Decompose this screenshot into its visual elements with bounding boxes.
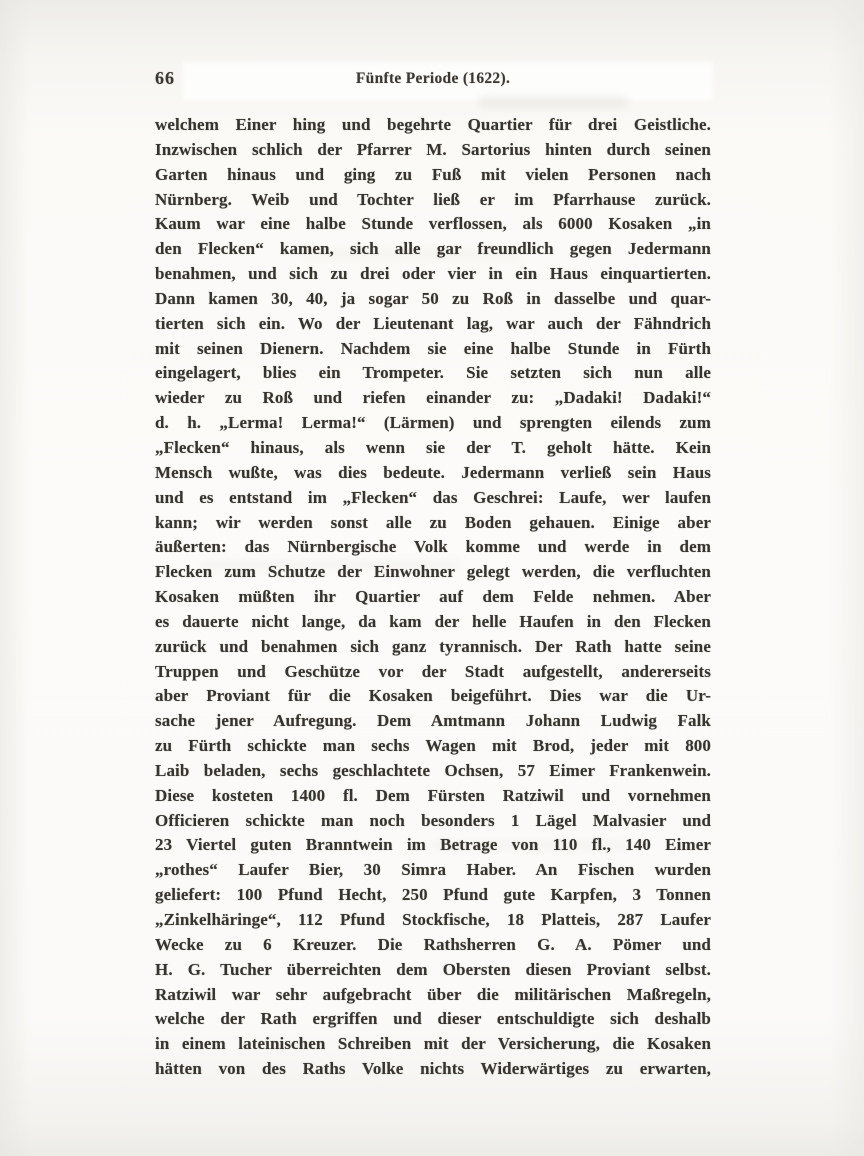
text-line: tierten sich ein. Wo der Lieutenant lag, war auch der Fähndrich: [155, 313, 711, 333]
text-line: welchem Einer hing und begehrte Quartier für drei Geistliche.: [155, 115, 711, 134]
text-line: d. h. „Lerma! Lerma!“ (Lärmen) und sprengten eilends zum: [155, 413, 711, 433]
text-line: 23 Viertel guten Branntwein im Betrage von 110 fl., 140 Eimer: [155, 835, 711, 855]
text-line: Garten hinaus und ging zu Fuß mit vielen Personen nach: [155, 164, 711, 184]
text-line: Dann kamen 30, 40, ja sogar 50 zu Roß in dasselbe und quar-: [155, 288, 711, 308]
text-line: Mensch wußte, was dies bedeute. Jedermann verließ sein Haus: [155, 462, 711, 482]
text-line: „Flecken“ hinaus, als wenn sie der T. geholt hätte. Kein: [155, 437, 711, 457]
running-title: Fünfte Periode (1622).: [355, 70, 511, 87]
text-line: mit seinen Dienern. Nachdem sie eine halbe Stunde in Fürth: [155, 338, 711, 358]
text-line: zu Fürth schickte man sechs Wagen mit Brod, jeder mit 800: [155, 736, 711, 756]
text-line: Inzwischen schlich der Pfarrer M. Sartorius hinten durch seinen: [155, 139, 711, 159]
text-line: in einem lateinischen Schreiben mit der Versicherung, die Kosaken: [155, 1034, 711, 1054]
text-line: Kosaken müßten ihr Quartier auf dem Felde nehmen. Aber: [155, 587, 711, 607]
page-number: 66: [155, 68, 175, 88]
text-line: benahmen, und sich zu drei oder vier in ein Haus einquartierten.: [155, 264, 711, 284]
page-body-text: [155, 113, 711, 1082]
text-line: äußerten: das Nürnbergische Volk komme und werde in dem: [155, 537, 711, 557]
scan-showthrough-smudge: [478, 96, 628, 108]
text-line: Flecken zum Schutze der Einwohner gelegt werden, die verfluchten: [155, 562, 711, 582]
text-line: eingelagert, blies ein Trompeter. Sie setzten sich nun alle: [155, 363, 711, 383]
text-line: es dauerte nicht lange, da kam der helle Haufen in den Flecken: [155, 611, 711, 631]
text-line: geliefert: 100 Pfund Hecht, 250 Pfund gute Karpfen, 3 Tonnen: [155, 885, 711, 905]
text-line: wieder zu Roß und riefen einander zu: „Dadaki! Dadaki!“: [155, 388, 711, 408]
text-line: Truppen und Geschütze vor der Stadt aufgestellt, andererseits: [155, 661, 711, 681]
text-line: aber Proviant für die Kosaken beigeführt. Dies war die Ur-: [155, 686, 711, 706]
text-line: kann; wir werden sonst alle zu Boden gehauen. Einige aber: [155, 512, 711, 532]
page-header: [155, 68, 711, 94]
text-line: und es entstand im „Flecken“ das Geschrei: Laufe, wer laufen: [155, 487, 711, 507]
text-line: hätten von des Raths Volke nichts Widerwärtiges zu erwarten,: [155, 1059, 711, 1079]
text-line: zurück und benahmen sich ganz tyrannisch. Der Rath hatte seine: [155, 636, 711, 656]
text-line: H. G. Tucher überreichten dem Obersten diesen Proviant selbst.: [155, 959, 711, 979]
text-line: Wecke zu 6 Kreuzer. Die Rathsherren G. A. Pömer und: [155, 934, 711, 954]
text-line: „Zinkelhäringe“, 112 Pfund Stockfische, 18 Platteis, 287 Laufer: [155, 910, 711, 929]
text-line: Ratziwil war sehr aufgebracht über die militärischen Maßregeln,: [155, 984, 711, 1004]
text-line: Nürnberg. Weib und Tochter ließ er im Pfarrhause zurück.: [155, 189, 711, 209]
text-line: Diese kosteten 1400 fl. Dem Fürsten Ratziwil und vornehmen: [155, 785, 711, 805]
text-line: sache jener Aufregung. Dem Amtmann Johann Ludwig Falk: [155, 711, 711, 731]
text-line: Officieren schickte man noch besonders 1 Lägel Malvasier und: [155, 810, 711, 830]
text-line: den Flecken“ kamen, sich alle gar freundlich gegen Jedermann: [155, 239, 711, 259]
text-line: Laib beladen, sechs geschlachtete Ochsen, 57 Eimer Frankenwein.: [155, 760, 711, 780]
text-line: Kaum war eine halbe Stunde verflossen, als 6000 Kosaken „in: [155, 214, 711, 234]
text-line: welche der Rath ergriffen und dieser entschuldigte sich deshalb: [155, 1009, 711, 1029]
text-line: „rothes“ Laufer Bier, 30 Simra Haber. An Fischen wurden: [155, 860, 711, 880]
